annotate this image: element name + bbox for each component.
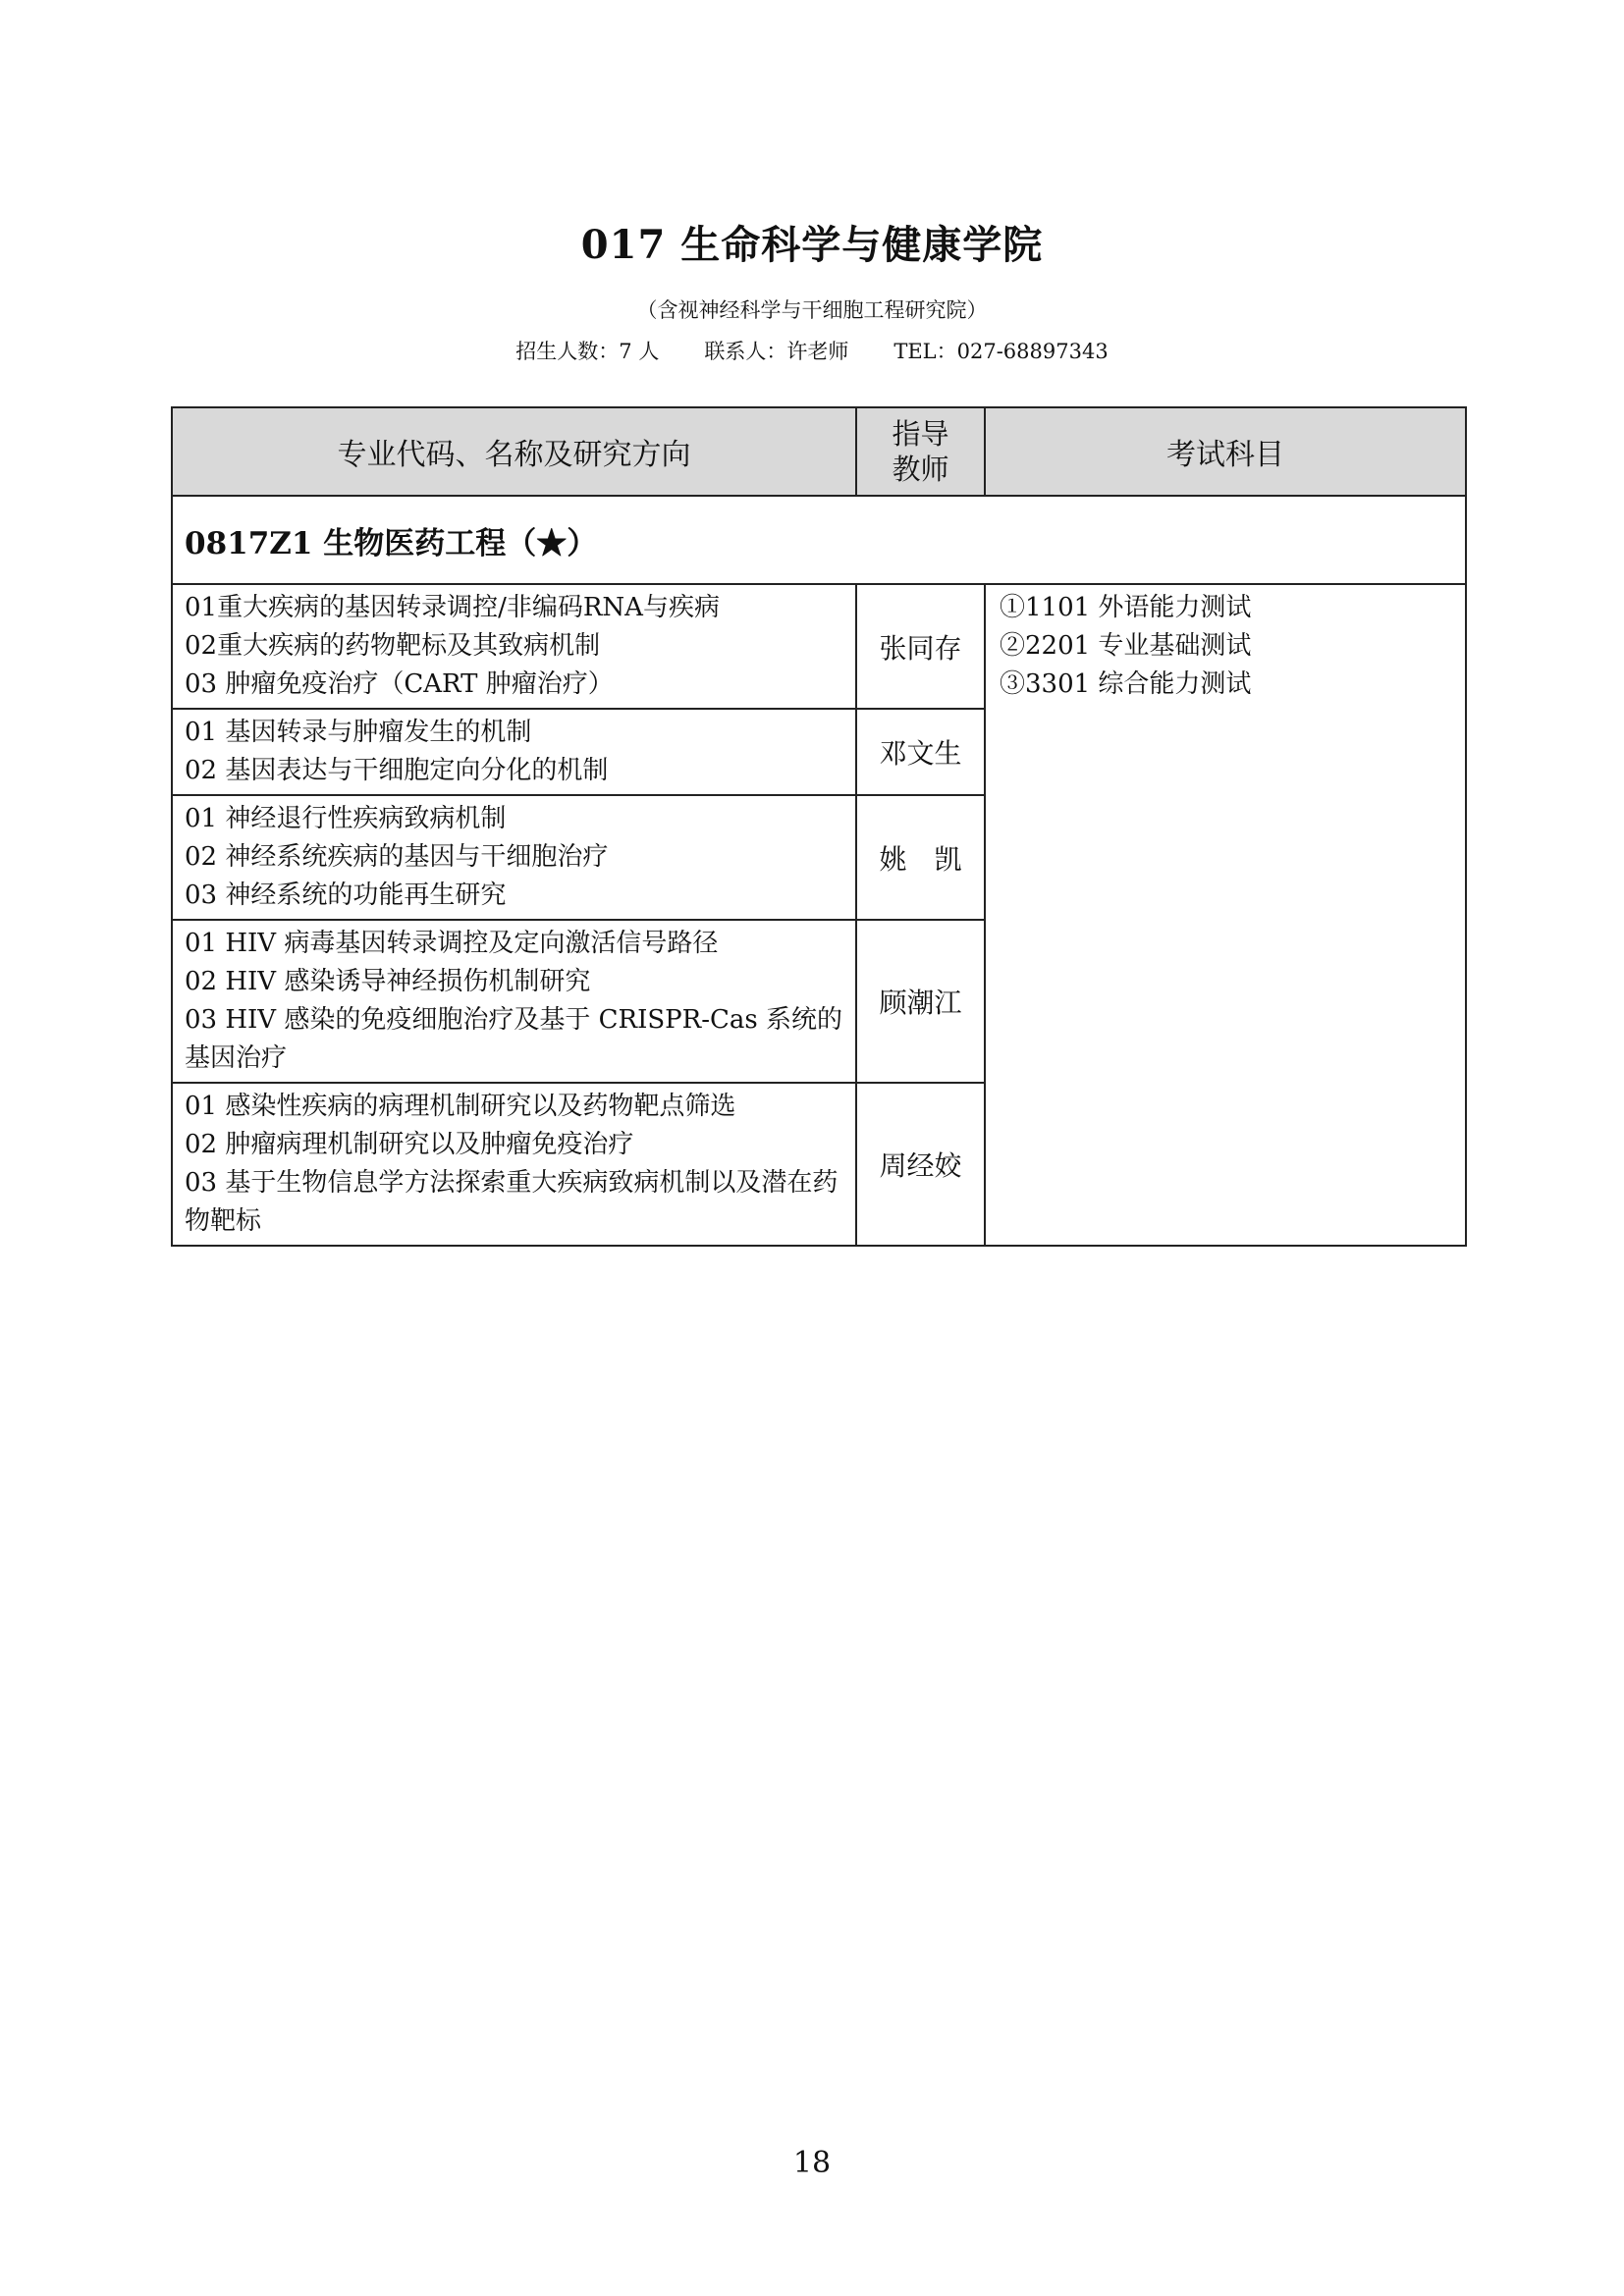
enrollment-count: 招生人数：7 人: [515, 340, 660, 363]
direction-cell: [172, 1083, 856, 1246]
direction-item: 03 基于生物信息学方法探索重大疾病致病机制以及潜在药物靶标: [185, 1168, 839, 1236]
header-advisor-line1: 指导: [892, 417, 949, 451]
header-exam: 考试科目: [985, 407, 1466, 496]
direction-item: 03 肿瘤免疫治疗（CART 肿瘤治疗）: [185, 669, 614, 699]
major-name: 0817Z1 生物医药工程（★）: [172, 496, 1466, 584]
direction-item: 03 HIV 感染的免疫细胞治疗及基于 CRISPR-Cas 系统的基因治疗: [185, 1005, 843, 1073]
direction-item: 02重大疾病的药物靶标及其致病机制: [185, 631, 601, 661]
direction-item: 01 基因转录与肿瘤发生的机制: [185, 718, 532, 747]
exam-item: ①1101 外语能力测试: [1000, 593, 1252, 622]
direction-cell: [172, 584, 856, 709]
direction-item: 01重大疾病的基因转录调控/非编码RNA与疾病: [185, 593, 720, 622]
direction-cell: [172, 709, 856, 795]
direction-item: 02 肿瘤病理机制研究以及肿瘤免疫治疗: [185, 1130, 634, 1159]
direction-item: 02 神经系统疾病的基因与干细胞治疗: [185, 842, 609, 872]
exam-item: ③3301 综合能力测试: [1000, 669, 1252, 699]
exam-item: ②2201 专业基础测试: [1000, 631, 1252, 661]
direction-item: 01 神经退行性疾病致病机制: [185, 804, 507, 833]
advisor-cell: 张同存: [856, 584, 985, 709]
page-title: 017 生命科学与健康学院: [580, 222, 1044, 268]
program-table: [171, 406, 1467, 1247]
direction-item: 03 神经系统的功能再生研究: [185, 881, 507, 910]
header-advisor: [856, 407, 985, 496]
advisor-cell: 邓文生: [856, 709, 985, 795]
advisor-cell: 顾潮江: [856, 920, 985, 1083]
advisor-cell: 姚 凯: [856, 795, 985, 920]
direction-item: 01 HIV 病毒基因转录调控及定向激活信号路径: [185, 929, 719, 958]
major-row: [172, 496, 1466, 584]
contact-person: 联系人：许老师: [704, 340, 849, 363]
header-direction: 专业代码、名称及研究方向: [172, 407, 856, 496]
direction-item: 02 基因表达与干细胞定向分化的机制: [185, 756, 609, 785]
table-row: [172, 584, 1466, 709]
direction-cell: [172, 920, 856, 1083]
contact-tel: TEL：027-68897343: [893, 340, 1109, 363]
table-header-row: [172, 407, 1466, 496]
direction-item: 01 感染性疾病的病理机制研究以及药物靶点筛选: [185, 1092, 736, 1121]
institute-subtitle: （含视神经科学与干细胞工程研究院）: [636, 298, 988, 322]
exam-cell: [985, 584, 1466, 1246]
header-advisor-line2: 教师: [892, 453, 949, 486]
advisor-cell: 周经姣: [856, 1083, 985, 1246]
contact-line: [0, 336, 1624, 365]
direction-item: 02 HIV 感染诱导神经损伤机制研究: [185, 967, 591, 996]
page-number: 18: [792, 2146, 832, 2180]
direction-cell: [172, 795, 856, 920]
